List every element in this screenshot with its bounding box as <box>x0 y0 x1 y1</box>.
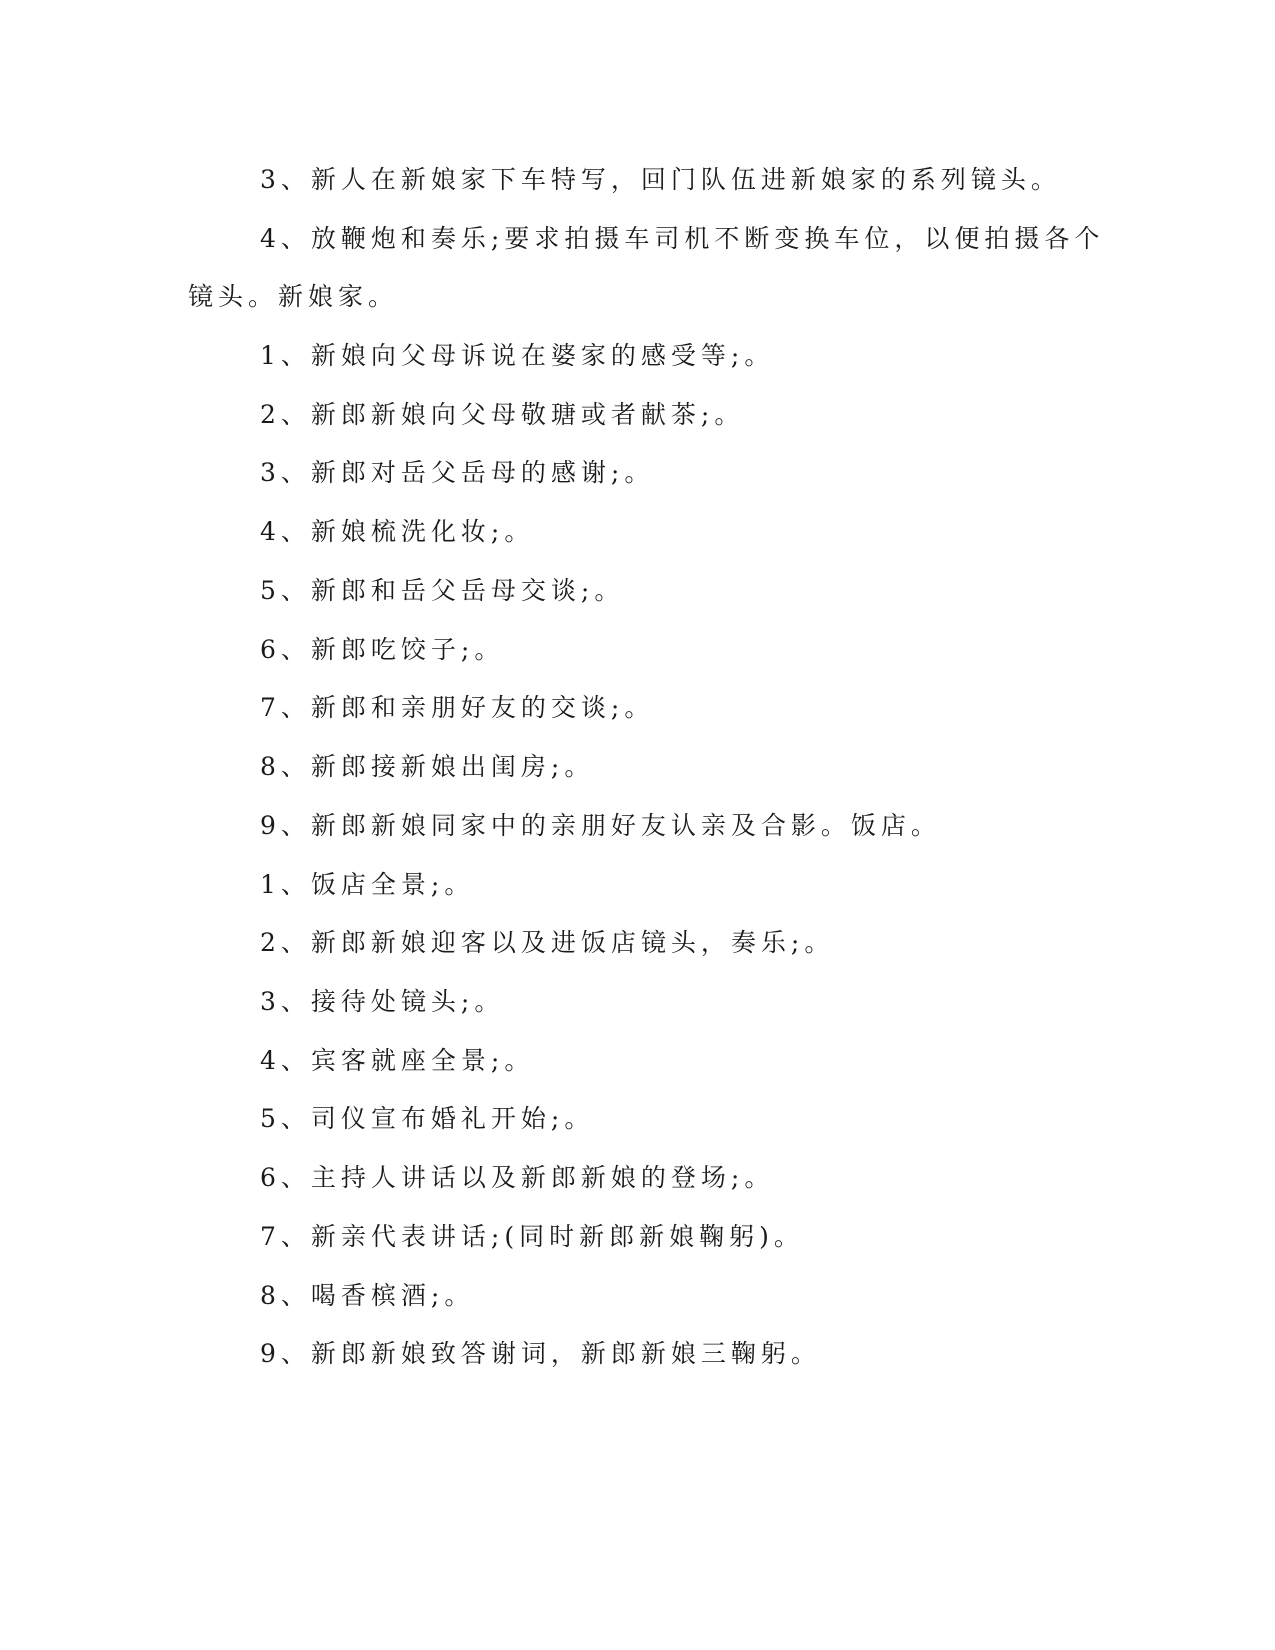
paragraph-line: 9、新郎新娘同家中的亲朋好友认亲及合影。饭店。 <box>260 811 941 840</box>
paragraph-line: 4、宾客就座全景;。 <box>260 1046 535 1075</box>
paragraph-line: 8、喝香槟酒;。 <box>260 1281 475 1310</box>
paragraph-line: 3、接待处镜头;。 <box>260 987 505 1016</box>
paragraph-line: 1、饭店全景;。 <box>260 870 475 899</box>
paragraph-line: 6、主持人讲话以及新郎新娘的登场;。 <box>260 1163 775 1192</box>
paragraph-line: 3、新人在新娘家下车特写，回门队伍进新娘家的系列镜头。 <box>260 165 1061 194</box>
paragraph-line: 7、新郎和亲朋好友的交谈;。 <box>260 693 655 722</box>
paragraph-line: 5、司仪宣布婚礼开始;。 <box>260 1104 595 1133</box>
paragraph-line: 2、新郎新娘向父母敬瑭或者献茶;。 <box>260 400 745 429</box>
paragraph-line: 4、新娘梳洗化妆;。 <box>260 517 535 546</box>
paragraph-line: 7、新亲代表讲话;(同时新郎新娘鞠躬)。 <box>260 1222 804 1251</box>
paragraph-line: 3、新郎对岳父岳母的感谢;。 <box>260 458 655 487</box>
paragraph-line: 8、新郎接新娘出闺房;。 <box>260 752 595 781</box>
paragraph-line: 6、新郎吃饺子;。 <box>260 635 505 664</box>
paragraph-line: 1、新娘向父母诉说在婆家的感受等;。 <box>260 341 775 370</box>
paragraph-line: 镜头。新娘家。 <box>188 282 399 311</box>
paragraph-line: 2、新郎新娘迎客以及进饭店镜头，奏乐;。 <box>260 928 835 957</box>
paragraph-line: 9、新郎新娘致答谢词，新郎新娘三鞠躬。 <box>260 1339 821 1368</box>
paragraph-line: 5、新郎和岳父岳母交谈;。 <box>260 576 625 605</box>
paragraph-line: 4、放鞭炮和奏乐;要求拍摄车司机不断变换车位，以便拍摄各个 <box>260 224 1105 253</box>
